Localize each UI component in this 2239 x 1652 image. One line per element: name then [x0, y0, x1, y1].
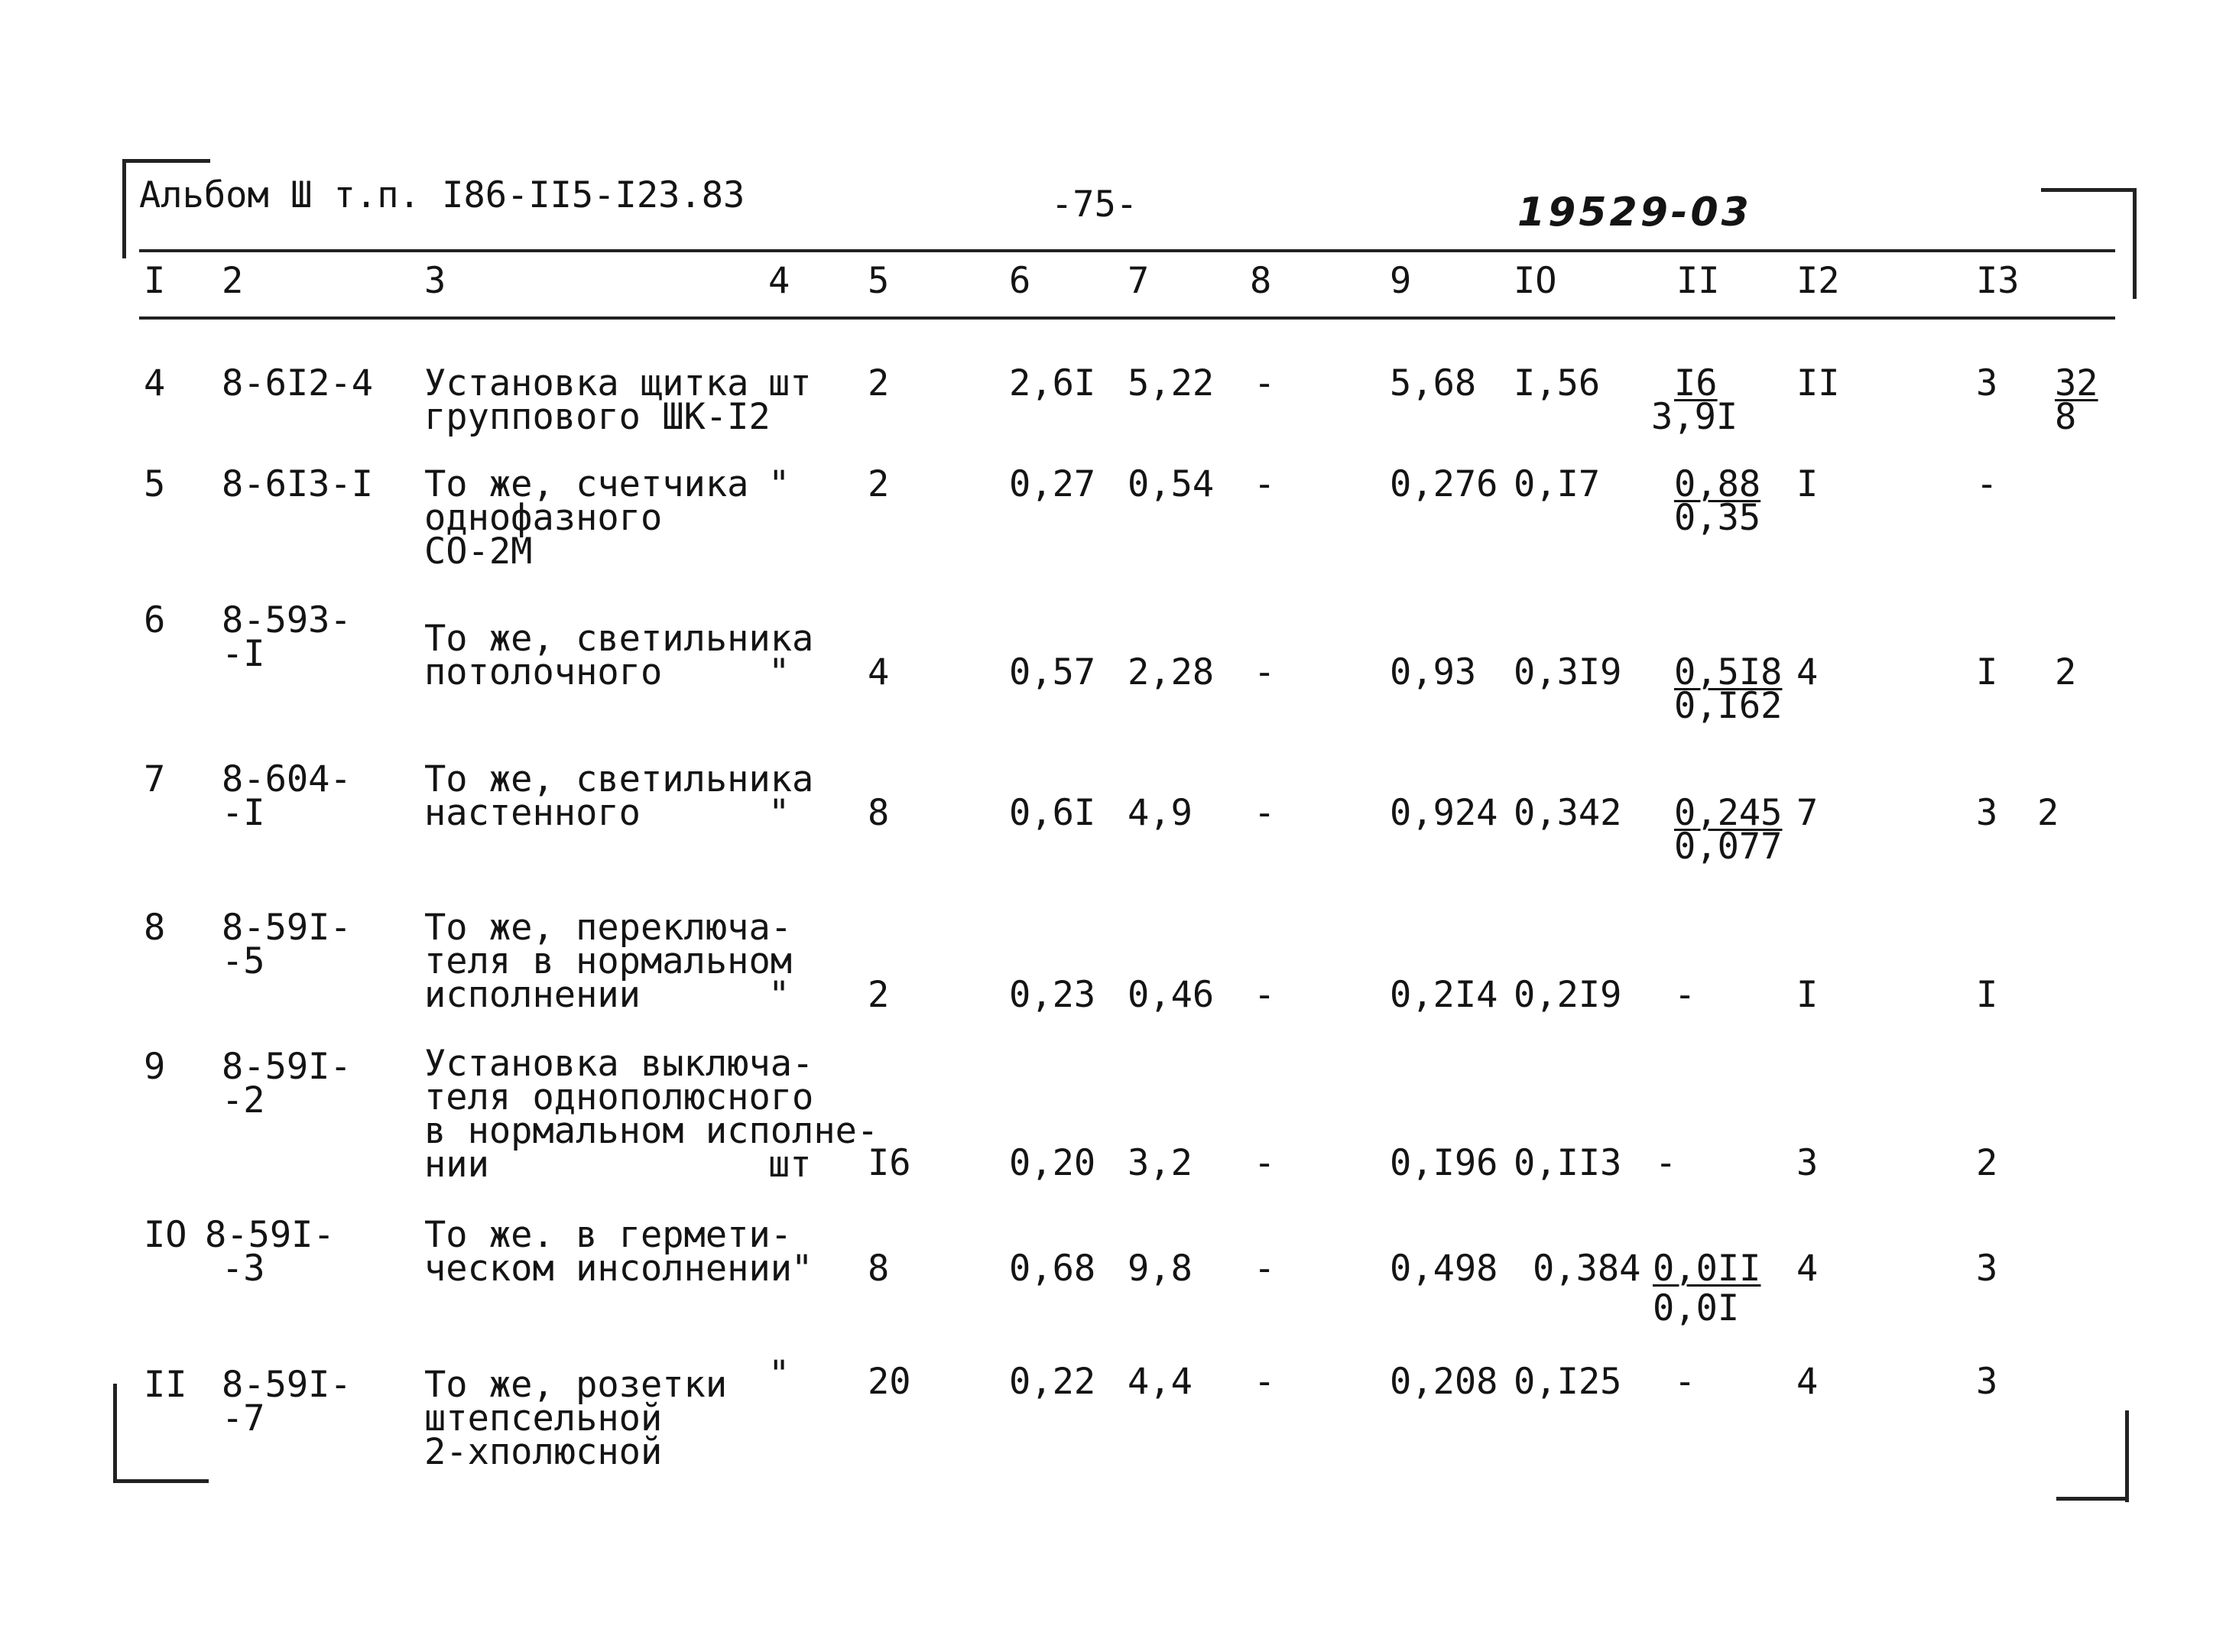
cell-12: 4 — [1796, 1361, 1819, 1403]
cell-8: - — [1254, 463, 1276, 505]
frame-top-right-mark — [2041, 188, 2137, 192]
cell-11-numerator: 0,5I8 — [1674, 651, 1783, 693]
cell-14: 2 — [2055, 651, 2077, 693]
unit: " — [791, 1248, 813, 1290]
cell-8: - — [1254, 974, 1276, 1016]
quantity: 2 — [868, 362, 890, 404]
column-header: 5 — [868, 260, 890, 302]
cell-12: 7 — [1796, 792, 1819, 834]
row-number: 6 — [144, 599, 166, 641]
cell-12: 3 — [1796, 1142, 1819, 1184]
cell-11-numerator: I6 — [1674, 362, 1718, 404]
cell-10: 0,2I9 — [1514, 974, 1622, 1016]
cell-8: - — [1254, 1248, 1276, 1290]
cell-7: 9,8 — [1128, 1248, 1193, 1290]
cell-11-denominator: 0,I62 — [1674, 685, 1783, 727]
norm-code: -5 — [222, 940, 265, 982]
cell-12: II — [1796, 362, 1840, 404]
frame-bottom-right-mark — [2056, 1497, 2129, 1501]
work-description: То же, светильника — [424, 758, 814, 800]
cell-9: 0,93 — [1390, 651, 1477, 693]
cell-10: 0,I7 — [1514, 463, 1601, 505]
column-header: 3 — [424, 260, 446, 302]
cell-13: 2 — [1976, 1142, 1998, 1184]
column-header: 8 — [1250, 260, 1272, 302]
cell-13: I — [1976, 974, 1998, 1016]
cell-11-denominator: 0,35 — [1674, 497, 1761, 539]
column-header: 2 — [222, 260, 244, 302]
cell-13: 3 — [1976, 792, 1998, 834]
work-description: То же, счетчика — [424, 463, 749, 505]
cell-10: 0,3I9 — [1514, 651, 1622, 693]
cell-14-numerator: 32 — [2055, 362, 2098, 404]
cell-10: 0,384 — [1533, 1248, 1641, 1290]
cell-14-denominator: 8 — [2055, 396, 2077, 438]
column-header: I3 — [1976, 260, 2020, 302]
cell-7: 4,4 — [1128, 1361, 1193, 1403]
cell-9: 5,68 — [1390, 362, 1477, 404]
frame-bottom-left-mark — [113, 1479, 209, 1483]
cell-11-denominator: 0,0I — [1653, 1287, 1740, 1329]
cell-10: I,56 — [1514, 362, 1601, 404]
work-description: теля в нормальном — [424, 940, 793, 982]
cell-9: 0,2I4 — [1390, 974, 1498, 1016]
work-description: СО-2М — [424, 531, 533, 573]
cell-8: - — [1254, 792, 1276, 834]
frame-top-left-mark — [122, 159, 210, 163]
cell-11: - — [1674, 1361, 1696, 1403]
cell-6: 0,22 — [1009, 1361, 1096, 1403]
quantity: 8 — [868, 792, 890, 834]
norm-code: -2 — [222, 1079, 265, 1121]
cell-9: 0,276 — [1390, 463, 1498, 505]
unit: " — [768, 651, 790, 693]
quantity: 2 — [868, 974, 890, 1016]
norm-code: 8-604- — [222, 758, 352, 800]
work-description: теля однополюсного — [424, 1076, 814, 1118]
work-description: исполнении — [424, 974, 641, 1016]
cell-7: 5,22 — [1128, 362, 1215, 404]
unit: " — [768, 1353, 790, 1395]
column-header: 6 — [1009, 260, 1031, 302]
cell-10: 0,I25 — [1514, 1361, 1622, 1403]
column-header: I — [144, 260, 166, 302]
cell-11-numerator: 0,88 — [1674, 463, 1761, 505]
cell-10: 0,II3 — [1514, 1142, 1622, 1184]
header-rule-bottom — [139, 316, 2115, 320]
cell-6: 2,6I — [1009, 362, 1096, 404]
work-description: штепсельной — [424, 1397, 663, 1439]
frame-left-bottom-mark — [113, 1384, 117, 1483]
work-description: Установка выключа- — [424, 1043, 814, 1085]
row-number: 7 — [144, 758, 166, 800]
header-rule-top — [139, 249, 2115, 252]
cell-13: 3 — [1976, 362, 1998, 404]
quantity: 20 — [868, 1361, 911, 1403]
frame-right-top-mark — [2133, 188, 2137, 299]
norm-code: 8-59I- — [205, 1214, 335, 1256]
unit: " — [768, 463, 790, 505]
row-number: II — [144, 1364, 187, 1406]
cell-12: I — [1796, 463, 1819, 505]
column-header: 4 — [768, 260, 790, 302]
quantity: I6 — [868, 1142, 911, 1184]
quantity: 8 — [868, 1248, 890, 1290]
frame-right-bottom-mark — [2125, 1410, 2129, 1502]
page-number: -75- — [1051, 183, 1138, 226]
cell-11: - — [1674, 974, 1696, 1016]
column-header: IO — [1514, 260, 1557, 302]
frame-left-top-mark — [122, 159, 126, 258]
work-description: То же. в гермети- — [424, 1214, 793, 1256]
cell-7: 0,54 — [1128, 463, 1215, 505]
cell-13: I — [1976, 651, 1998, 693]
norm-code: -I — [222, 633, 265, 675]
unit: шт — [768, 362, 812, 404]
cell-12: I — [1796, 974, 1819, 1016]
work-description: То же, розетки — [424, 1364, 728, 1406]
document-code: 19529-03 — [1517, 190, 1752, 235]
norm-code: 8-593- — [222, 599, 352, 641]
cell-9: 0,498 — [1390, 1248, 1498, 1290]
unit: " — [768, 792, 790, 834]
cell-8: - — [1254, 1361, 1276, 1403]
cell-9: 0,208 — [1390, 1361, 1498, 1403]
row-number: 4 — [144, 362, 166, 404]
cell-7: 4,9 — [1128, 792, 1193, 834]
unit: шт — [768, 1144, 812, 1186]
work-description: Установка щитка — [424, 362, 749, 404]
norm-code: -7 — [222, 1397, 265, 1439]
work-description: потолочного — [424, 651, 663, 693]
cell-11-denominator: 0,077 — [1674, 826, 1783, 868]
cell-6: 0,57 — [1009, 651, 1096, 693]
cell-11-numerator: 0,0II — [1653, 1248, 1761, 1290]
work-description: однофазного — [424, 497, 663, 539]
cell-13: 3 — [1976, 1248, 1998, 1290]
norm-code: -3 — [222, 1248, 265, 1290]
cell-11: - — [1655, 1142, 1677, 1184]
row-number: 9 — [144, 1046, 166, 1088]
album-title: Альбом Ш т.п. І86-ІІ5-І23.83 — [139, 174, 745, 216]
cell-6: 0,27 — [1009, 463, 1096, 505]
cell-8: - — [1254, 1142, 1276, 1184]
cell-12: 4 — [1796, 651, 1819, 693]
row-number: 5 — [144, 463, 166, 505]
cell-11-denominator: 3,9I — [1651, 396, 1738, 438]
cell-8: - — [1254, 651, 1276, 693]
work-description: нии — [424, 1144, 489, 1186]
cell-13: 3 — [1976, 1361, 1998, 1403]
norm-code: 8-6I2-4 — [222, 362, 374, 404]
cell-14: 2 — [2037, 792, 2059, 834]
quantity: 4 — [868, 651, 890, 693]
quantity: 2 — [868, 463, 890, 505]
work-description: в нормальном исполне- — [424, 1110, 879, 1152]
column-header: I2 — [1796, 260, 1840, 302]
norm-code: 8-59I- — [222, 907, 352, 949]
cell-7: 2,28 — [1128, 651, 1215, 693]
row-number: IO — [144, 1214, 187, 1256]
work-description: То же, светильника — [424, 618, 814, 660]
cell-12: 4 — [1796, 1248, 1819, 1290]
cell-13: - — [1976, 463, 1998, 505]
norm-code: -I — [222, 792, 265, 834]
cell-9: 0,I96 — [1390, 1142, 1498, 1184]
row-number: 8 — [144, 907, 166, 949]
work-description: ческом инсолнении — [424, 1248, 793, 1290]
cell-7: 3,2 — [1128, 1142, 1193, 1184]
norm-code: 8-59I- — [222, 1046, 352, 1088]
work-description: группового ШК-І2 — [424, 396, 771, 438]
column-header: 9 — [1390, 260, 1412, 302]
work-description: настенного — [424, 792, 641, 834]
cell-6: 0,68 — [1009, 1248, 1096, 1290]
cell-6: 0,23 — [1009, 974, 1096, 1016]
norm-code: 8-59I- — [222, 1364, 352, 1406]
column-header: 7 — [1128, 260, 1150, 302]
cell-10: 0,342 — [1514, 792, 1622, 834]
cell-7: 0,46 — [1128, 974, 1215, 1016]
cell-6: 0,6I — [1009, 792, 1096, 834]
work-description: То же, переключа- — [424, 907, 793, 949]
column-header: II — [1676, 260, 1720, 302]
work-description: 2-хполюсной — [424, 1431, 663, 1473]
cell-6: 0,20 — [1009, 1142, 1096, 1184]
cell-11-numerator: 0,245 — [1674, 792, 1783, 834]
unit: " — [768, 974, 790, 1016]
cell-9: 0,924 — [1390, 792, 1498, 834]
norm-code: 8-6I3-I — [222, 463, 374, 505]
cell-8: - — [1254, 362, 1276, 404]
